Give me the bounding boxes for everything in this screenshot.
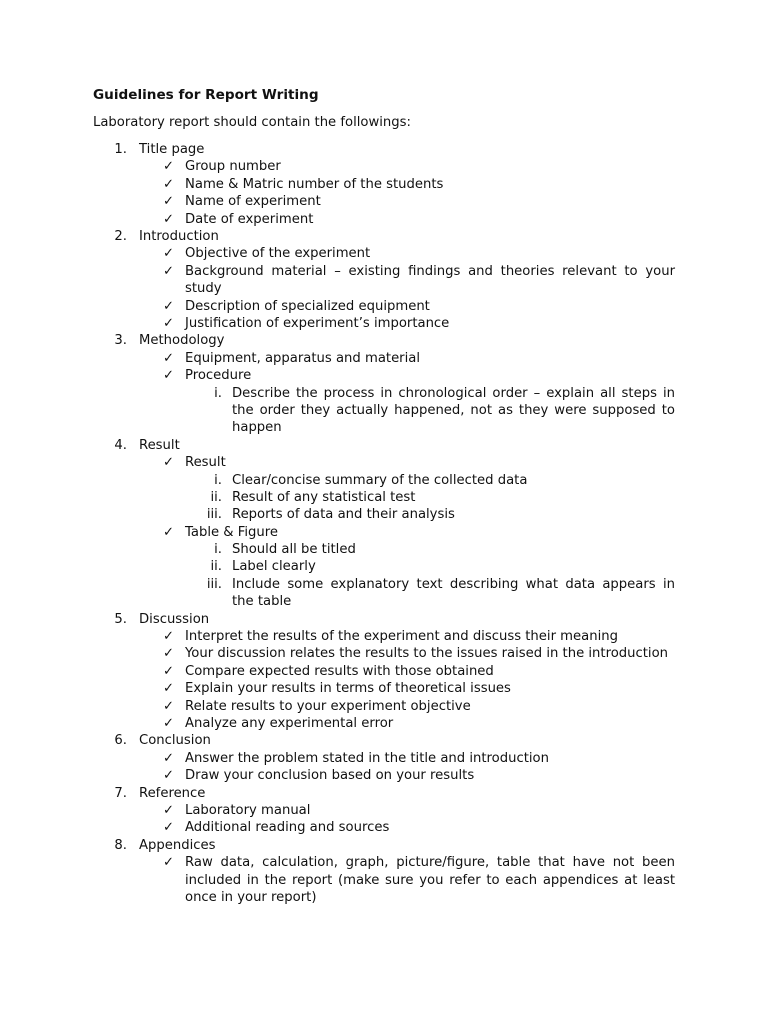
- checkmark-icon: ✓: [163, 455, 175, 471]
- checkmark-icon: ✓: [163, 750, 175, 766]
- checklist-item-text: Justification of experiment’s importance: [185, 315, 450, 331]
- intro-text: Laboratory report should contain the followings:: [93, 115, 411, 130]
- checklist-item-text: Analyze any experimental error: [185, 716, 394, 732]
- checklist-item-text: Answer the problem stated in the title and introduction: [185, 750, 549, 766]
- section-title: Discussion: [139, 611, 210, 627]
- section-number: 2.: [114, 228, 127, 244]
- section-title: Reference: [139, 785, 206, 801]
- section-title: Introduction: [139, 228, 219, 244]
- sub-item: [0, 385, 768, 437]
- checklist-item: [0, 750, 768, 767]
- checklist-item: [0, 854, 768, 906]
- checklist-item-text: Compare expected results with those obtained: [185, 663, 494, 679]
- sub-item: [0, 558, 768, 575]
- section-number: 3.: [114, 333, 127, 349]
- checklist-item-text: Equipment, apparatus and material: [185, 350, 421, 366]
- sub-item-text: Label clearly: [232, 559, 316, 575]
- sub-item-text: Result of any statistical test: [232, 489, 416, 505]
- checkmark-icon: ✓: [163, 646, 175, 662]
- checkmark-icon: ✓: [163, 663, 175, 679]
- section-title: Result: [139, 437, 180, 453]
- section-heading: [0, 332, 768, 349]
- checklist-item: [0, 350, 768, 367]
- checklist-item: [0, 819, 768, 836]
- document-title: Guidelines for Report Writing: [93, 87, 319, 103]
- roman-numeral: iii.: [206, 576, 222, 592]
- section-heading: [0, 611, 768, 628]
- checkmark-icon: ✓: [163, 629, 175, 645]
- section-title: Title page: [139, 142, 205, 157]
- checklist-item-text: Description of specialized equipment: [185, 298, 430, 314]
- section-heading: [0, 141, 768, 158]
- sub-item-text: Include some explanatory text describing what data appears in the table: [232, 576, 675, 610]
- checklist-item-text: Objective of the experiment: [185, 246, 371, 262]
- checkmark-icon: ✓: [163, 698, 175, 714]
- checklist-item: [0, 698, 768, 715]
- checkmark-icon: ✓: [163, 855, 175, 871]
- checklist-item: [0, 524, 768, 541]
- checklist-item: [0, 193, 768, 210]
- sub-item: [0, 576, 768, 611]
- checklist-item-text: Relate results to your experiment objective: [185, 698, 471, 714]
- checkmark-icon: ✓: [163, 176, 175, 192]
- checklist-item: [0, 645, 768, 662]
- sub-item-text: Describe the process in chronological order – explain all steps in the order they actually happened, not as they were supposed to happen: [232, 385, 675, 436]
- roman-numeral: i.: [214, 472, 222, 488]
- checklist-item-text: Laboratory manual: [185, 802, 311, 818]
- section-number: 5.: [114, 611, 127, 627]
- checklist-item: [0, 211, 768, 228]
- checklist-item: [0, 767, 768, 784]
- checklist-item-text: Explain your results in terms of theoretical issues: [185, 681, 511, 697]
- checklist-item: [0, 176, 768, 193]
- checkmark-icon: ✓: [163, 368, 175, 384]
- section-number: 7.: [114, 785, 127, 801]
- sub-item-text: Reports of data and their analysis: [232, 507, 455, 523]
- checklist-item-text: Table & Figure: [185, 524, 279, 540]
- checklist-item-text: Name & Matric number of the students: [185, 176, 444, 192]
- checklist-item: [0, 454, 768, 471]
- checklist-item-text: Draw your conclusion based on your results: [185, 768, 475, 784]
- checkmark-icon: ✓: [163, 820, 175, 836]
- section-title: Appendices: [139, 837, 216, 853]
- checklist-item: [0, 663, 768, 680]
- checklist-item: [0, 715, 768, 732]
- sub-item: [0, 506, 768, 523]
- checkmark-icon: ✓: [163, 315, 175, 331]
- sub-item-text: Should all be titled: [232, 542, 356, 558]
- checkmark-icon: ✓: [163, 768, 175, 784]
- checkmark-icon: ✓: [163, 524, 175, 540]
- checkmark-icon: ✓: [163, 802, 175, 818]
- checklist-item: [0, 245, 768, 262]
- sub-item: [0, 489, 768, 506]
- sub-item: [0, 472, 768, 489]
- checklist-item-text: Date of experiment: [185, 211, 314, 227]
- checkmark-icon: ✓: [163, 263, 175, 279]
- roman-numeral: ii.: [210, 489, 222, 505]
- roman-numeral: i.: [214, 385, 222, 401]
- checklist-item: [0, 298, 768, 315]
- roman-numeral: ii.: [210, 559, 222, 575]
- checklist-item-text: Raw data, calculation, graph, picture/figure, table that have not been included in the report (make sure you refer to each appendices at least once in your report): [185, 855, 675, 905]
- checklist-item: [0, 680, 768, 697]
- section-heading: [0, 228, 768, 245]
- roman-numeral: iii.: [206, 507, 222, 523]
- checklist-item-text: Additional reading and sources: [185, 820, 390, 836]
- checklist-item: [0, 628, 768, 645]
- checklist-item-text: Name of experiment: [185, 194, 321, 210]
- checklist-item-text: Your discussion relates the results to the issues raised in the introduction: [185, 646, 669, 662]
- checklist-item: [0, 315, 768, 332]
- section-number: 4.: [114, 437, 127, 453]
- checklist-item: [0, 158, 768, 175]
- checkmark-icon: ✓: [163, 211, 175, 227]
- checklist-item-text: Interpret the results of the experiment and discuss their meaning: [185, 629, 618, 645]
- section-heading: [0, 437, 768, 454]
- checkmark-icon: ✓: [163, 246, 175, 262]
- section-number: 6.: [114, 733, 127, 749]
- checklist-item-text: Background material – existing findings and theories relevant to your study: [185, 263, 675, 297]
- checklist-item: [0, 802, 768, 819]
- roman-numeral: i.: [214, 542, 222, 558]
- checklist-item: [0, 367, 768, 384]
- sub-item-text: Clear/concise summary of the collected data: [232, 472, 528, 488]
- checkmark-icon: ✓: [163, 716, 175, 732]
- section-heading: [0, 837, 768, 854]
- checklist-item-text: Group number: [185, 159, 281, 175]
- section-list: [0, 141, 768, 906]
- checkmark-icon: ✓: [163, 681, 175, 697]
- checkmark-icon: ✓: [163, 350, 175, 366]
- checklist-item-text: Procedure: [185, 368, 252, 384]
- sub-item: [0, 541, 768, 558]
- checkmark-icon: ✓: [163, 194, 175, 210]
- section-number: 1.: [114, 142, 127, 157]
- section-heading: [0, 732, 768, 749]
- section-title: Methodology: [139, 333, 225, 349]
- checkmark-icon: ✓: [163, 298, 175, 314]
- section-number: 8.: [114, 837, 127, 853]
- checklist-item: [0, 263, 768, 298]
- checklist-item-text: Result: [185, 455, 226, 471]
- section-title: Conclusion: [139, 733, 211, 749]
- checkmark-icon: ✓: [163, 159, 175, 175]
- section-heading: [0, 785, 768, 802]
